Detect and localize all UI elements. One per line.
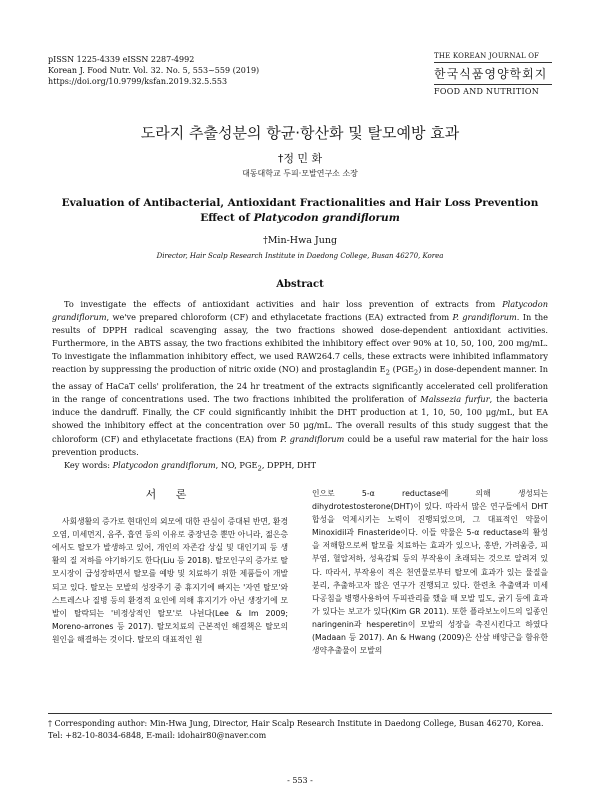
section-heading-introduction: 서 론 xyxy=(145,488,195,501)
subscript: 2 xyxy=(257,464,262,473)
page-number: - 553 - xyxy=(287,776,313,785)
abstract-text: (PGE xyxy=(390,364,414,375)
footnote-text: Corresponding author: Min-Hwa Jung, Director, Hair Scalp Research Institute in Daedong College, Busan 46270, Korea. Tel: +82-10-8034-6848, E-mail: idohair80@naver.com xyxy=(48,719,544,740)
affiliation-korean: 대동대학교 두피·모발연구소 소장 xyxy=(242,169,358,178)
journal-name-en-bottom: FOOD AND NUTRITION xyxy=(434,87,540,96)
species-name: Platycodon grandiflorum xyxy=(112,459,216,470)
abstract-text: . In the results of DPPH radical scavenging assay, the two fractions showed dose-dependent antioxidant activities. Furthermore, in the ABTS assay, the two fractions exhibited the inhibitory effect over 90% at 10, 50, 100, 200 mg/mL. To investigate the inflammation inhibitory effect, we used RAW264.7 cells, these extracts were inhibited inflammatory reaction by suppressing the production of nitric oxide (NO) and prostaglandin E xyxy=(52,312,548,375)
journal-name-ko: 한국식품영양학회지 xyxy=(434,67,548,81)
abstract-text: ) in dose-dependent manner. In the assay of HaCaT cells' proliferation, the 24 hr treatment of the extracts significantly accelerated cell proliferation in the range of concentrations used. The two fractions inhibited the proliferation of xyxy=(52,364,548,405)
species-name: Malssezia furfur xyxy=(420,394,490,405)
keywords-text: , DPPH, DHT xyxy=(261,459,317,470)
title-korean: 도라지 추출성분의 항균·항산화 및 탈모예방 효과 xyxy=(140,124,460,142)
author-korean: †정 민 화 xyxy=(277,152,323,165)
abstract-body xyxy=(52,298,548,476)
abstract-text: , we've prepared chloroform (CF) and ethylacetate fractions (EA) extracted from xyxy=(106,312,453,323)
masthead-rule xyxy=(434,84,552,85)
issn-line: pISSN 1225-4339 eISSN 2287-4992 xyxy=(48,55,195,64)
body-column-left xyxy=(52,482,288,646)
dagger-mark: † xyxy=(48,719,52,728)
keywords-label: Key words: xyxy=(64,459,113,470)
abstract-text: To investigate the effects of antioxidant activities and hair loss prevention of extracts from xyxy=(64,299,503,309)
title-english-line2 xyxy=(60,211,540,226)
doi-link[interactable]: https://doi.org/10.9799/ksfan.2019.32.5.553 xyxy=(48,77,228,86)
article-metadata xyxy=(48,54,259,87)
species-name: P. grandiflorum xyxy=(452,312,517,323)
title-english-line1: Evaluation of Antibacterial, Antioxidant Fractionalities and Hair Loss Prevention xyxy=(61,197,539,209)
journal-name-en-top: THE KOREAN JOURNAL OF xyxy=(434,52,540,60)
body-paragraph: 사회생활의 증가로 현대인의 외모에 대한 관심이 증대된 반면, 환경오염, 미세먼지, 음주, 흡연 등의 이유로 중장년층 뿐만 아니라, 젊은층에서도 탈모가 발생하고 있어, 개인의 자존감 상실 및 대인기피 등 생활의 질 저하를 야기하기도 한다(Liu 등 2018). 탈모인구의 증가로 탈모시장이 급성장하면서 탈모를 예방 및 치료하기 위한 제품들이 개발되고 있다. 탈모는 모발의 성장주기 중 휴지기에 빠지는 '자연 탈모'와 스트레스나 질병 등의 환경적 요인에 의해 휴지기가 아닌 생장기에 모발이 탈락되는 '비정상적인 탈모'로 나뉜다(Lee & Im 2009; Moreno-arrones 등 2017). 탈모치료의 근본적인 해결책은 탈모의 원인을 해결하는 것이다. 탈모의 대표적인 원 xyxy=(52,517,288,644)
abstract-text: , the bacteria induce the dandruff. Finally, the CF could significantly inhibit the DHT production at 1, 10, 50, 100 μg/mL, but EA showed the inhibitory effect at the concentration over 50 μg/mL. The overall results of this study suggest that the chloroform (CF) and ethylacetate fractions (EA) from xyxy=(52,394,548,444)
abstract-heading: Abstract xyxy=(276,279,324,290)
abstract-text: could be a useful raw material for the hair loss prevention products. xyxy=(52,433,548,457)
journal-masthead xyxy=(434,52,552,96)
title-english-prefix: Effect of xyxy=(200,212,254,224)
title-english xyxy=(60,196,540,226)
species-name: Platycodon grandiflorum xyxy=(52,299,548,323)
body-paragraph: 인으로 5-α reductase에 의해 생성되는 dihydrotestosterone(DHT)이 있다. 따라서 많은 연구들에서 DHT 합성을 억제시키는 노력이 진행되었으며, 그 대표적인 약물이 Minoxidil과 Finasteride이다. 이들 약물은 5-α reductase의 활성을 저해함으로써 탈모를 치료하는 효과가 있으나, 홍반, 가려움증, 피부염, 혈압저하, 성욕감퇴 등의 부작용이 초래되는 것으로 알려져 있다. 따라서, 부작용이 적은 천연물로부터 탈모에 효과가 있는 물질을 분리, 추출하고자 많은 연구가 진행되고 있다. 한련초 추출액과 미세 다공침을 병행사용하여 두피관리를 했을 때 모발 밀도, 굵기 등에 효과가 있다는 보고가 있다(Kim GR 2011). 또한 플라보노이드의 일종인 naringenin과 hesperetin이 모발의 성장을 촉진시킨다고 하였다(Madaan 등 2017). An & Hwang (2009)은 산삼 배양근을 함유한 생약추출물이 모발의 xyxy=(312,489,548,656)
keywords-text: , NO, PGE xyxy=(215,459,258,470)
title-english-species: Platycodon grandiflorum xyxy=(253,212,400,224)
subscript: 2 xyxy=(385,369,391,378)
body-column-right xyxy=(312,487,548,657)
keywords-line xyxy=(52,459,548,476)
species-name: P. grandiflorum xyxy=(280,433,345,444)
subscript: 2 xyxy=(413,369,419,378)
corresponding-author-footnote xyxy=(48,713,552,741)
author-english: †Min-Hwa Jung xyxy=(262,235,338,246)
abstract-paragraph xyxy=(52,298,548,459)
affiliation-english: Director, Hair Scalp Research Institute in Daedong College, Busan 46270, Korea xyxy=(156,252,444,260)
masthead-rule xyxy=(434,62,552,63)
citation-line: Korean J. Food Nutr. Vol. 32. No. 5, 553~559 (2019) xyxy=(48,66,260,75)
